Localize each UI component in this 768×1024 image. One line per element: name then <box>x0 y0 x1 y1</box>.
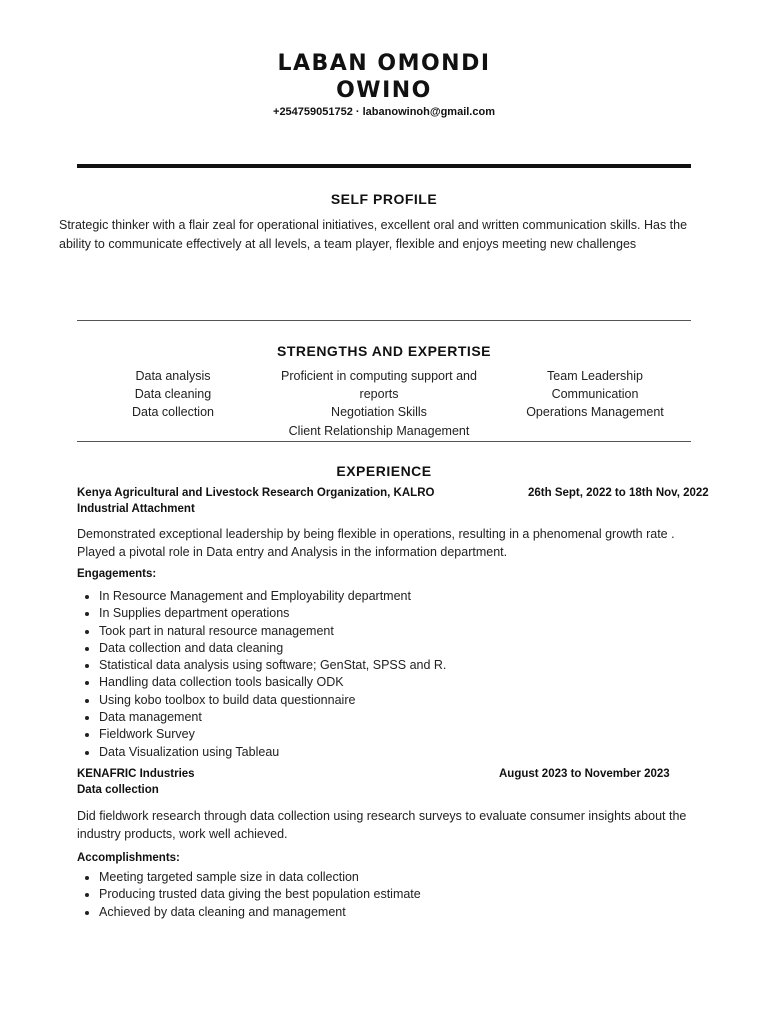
contact-info: +254759051752 · labanowinoh@gmail.com <box>273 106 495 118</box>
list-item: • Meeting targeted sample size in data collection <box>99 869 421 886</box>
list-item: • Data collection and data cleaning <box>99 640 446 657</box>
list-item: • Statistical data analysis using software; GenStat, SPSS and R. <box>99 657 446 674</box>
skills-column-1 <box>93 367 253 422</box>
experience-title: EXPERIENCE <box>336 463 432 479</box>
profile-text: Strategic thinker with a flair zeal for operational initiatives, excellent oral and written communication skills. Has the ability to communicate effectively at all levels, a team player, flexible and enjoys meeting new challenges <box>59 218 688 251</box>
list-item: • Handling data collection tools basically ODK <box>99 674 446 691</box>
list-item: • Took part in natural resource management <box>99 623 446 640</box>
job-organization: Kenya Agricultural and Livestock Research Organization, KALRO <box>77 487 435 499</box>
skill-item: Data collection <box>132 405 214 420</box>
job-description: Did fieldwork research through data collection using research surveys to evaluate consumer insights about the industry products, work well achieved. <box>77 809 687 841</box>
list-item: • Using kobo toolbox to build data questionnaire <box>99 692 446 709</box>
skill-item: Communication <box>551 387 639 402</box>
list-item: • Fieldwork Survey <box>99 726 446 743</box>
list-item: • Achieved by data cleaning and management <box>99 904 421 921</box>
header-divider <box>77 164 691 168</box>
skill-item: Proficient in computing support and <box>281 369 477 383</box>
skill-item: Negotiation Skills <box>331 405 427 420</box>
strengths-title: STRENGTHS AND EXPERTISE <box>276 343 491 359</box>
skill-item: Data analysis <box>135 369 211 383</box>
list-item: • In Resource Management and Employability department <box>99 588 446 605</box>
job-role: Industrial Attachment <box>77 503 195 515</box>
candidate-name <box>0 50 768 104</box>
name-line-2: OWINO <box>336 78 432 103</box>
engagements-heading: Engagements: <box>77 568 157 580</box>
list-item: • Data management <box>99 709 446 726</box>
name-line-1: LABAN OMONDI <box>277 51 491 76</box>
skills-column-3 <box>505 367 685 422</box>
list-item: • Producing trusted data giving the best population estimate <box>99 886 421 903</box>
skills-column-2 <box>259 367 499 440</box>
divider <box>77 320 691 321</box>
skill-item: Data cleaning <box>134 387 212 402</box>
skill-item: Team Leadership <box>547 369 643 383</box>
divider <box>77 441 691 442</box>
list-item: • Data Visualization using Tableau <box>99 744 446 761</box>
accomplishments-heading: Accomplishments: <box>77 852 180 864</box>
skill-item: Client Relationship Management <box>288 423 470 438</box>
job-dates: 26th Sept, 2022 to 18th Nov, 2022 <box>528 487 709 499</box>
job-organization: KENAFRIC Industries <box>77 768 195 780</box>
job-role: Data collection <box>77 784 159 796</box>
job-dates: August 2023 to November 2023 <box>499 768 670 780</box>
skill-item: reports <box>359 387 399 402</box>
accomplishments-list <box>77 869 421 921</box>
job-description: Demonstrated exceptional leadership by being flexible in operations, resulting in a phenomenal growth rate . Played a pivotal role in Data entry and Analysis in the information department. <box>77 527 675 559</box>
profile-title: SELF PROFILE <box>330 191 438 207</box>
list-item: • In Supplies department operations <box>99 605 446 622</box>
engagements-list <box>77 588 446 761</box>
skill-item: Operations Management <box>526 405 664 420</box>
